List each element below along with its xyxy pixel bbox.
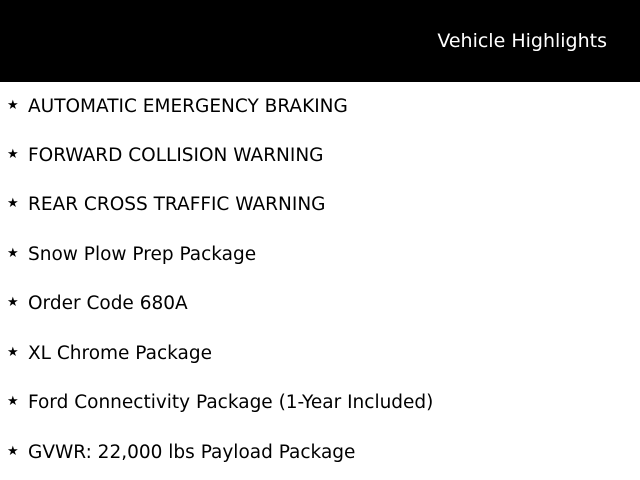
list-item bbox=[0, 92, 640, 122]
star-icon: ★ bbox=[7, 394, 19, 409]
highlight-label: Snow Plow Prep Package bbox=[28, 244, 257, 265]
highlight-label: XL Chrome Package bbox=[28, 343, 212, 364]
star-icon: ★ bbox=[7, 444, 19, 459]
list-item bbox=[0, 289, 640, 319]
star-icon: ★ bbox=[7, 345, 19, 360]
star-icon: ★ bbox=[7, 98, 19, 113]
star-icon: ★ bbox=[7, 196, 19, 211]
star-icon: ★ bbox=[7, 246, 19, 261]
highlight-label: GVWR: 22,000 lbs Payload Package bbox=[28, 442, 356, 463]
page-title: Vehicle Highlights bbox=[437, 30, 607, 52]
list-item bbox=[0, 438, 640, 468]
highlight-label: AUTOMATIC EMERGENCY BRAKING bbox=[28, 96, 348, 117]
star-icon: ★ bbox=[7, 295, 19, 310]
star-icon: ★ bbox=[7, 147, 19, 162]
highlight-label: REAR CROSS TRAFFIC WARNING bbox=[28, 194, 326, 215]
header-bar bbox=[0, 0, 640, 82]
highlight-label: FORWARD COLLISION WARNING bbox=[28, 145, 324, 166]
highlight-label: Order Code 680A bbox=[28, 293, 188, 314]
list-item bbox=[0, 141, 640, 171]
list-item bbox=[0, 388, 640, 418]
list-item bbox=[0, 240, 640, 270]
list-item bbox=[0, 339, 640, 369]
highlight-label: Ford Connectivity Package (1-Year Included) bbox=[28, 392, 434, 413]
list-item bbox=[0, 190, 640, 220]
